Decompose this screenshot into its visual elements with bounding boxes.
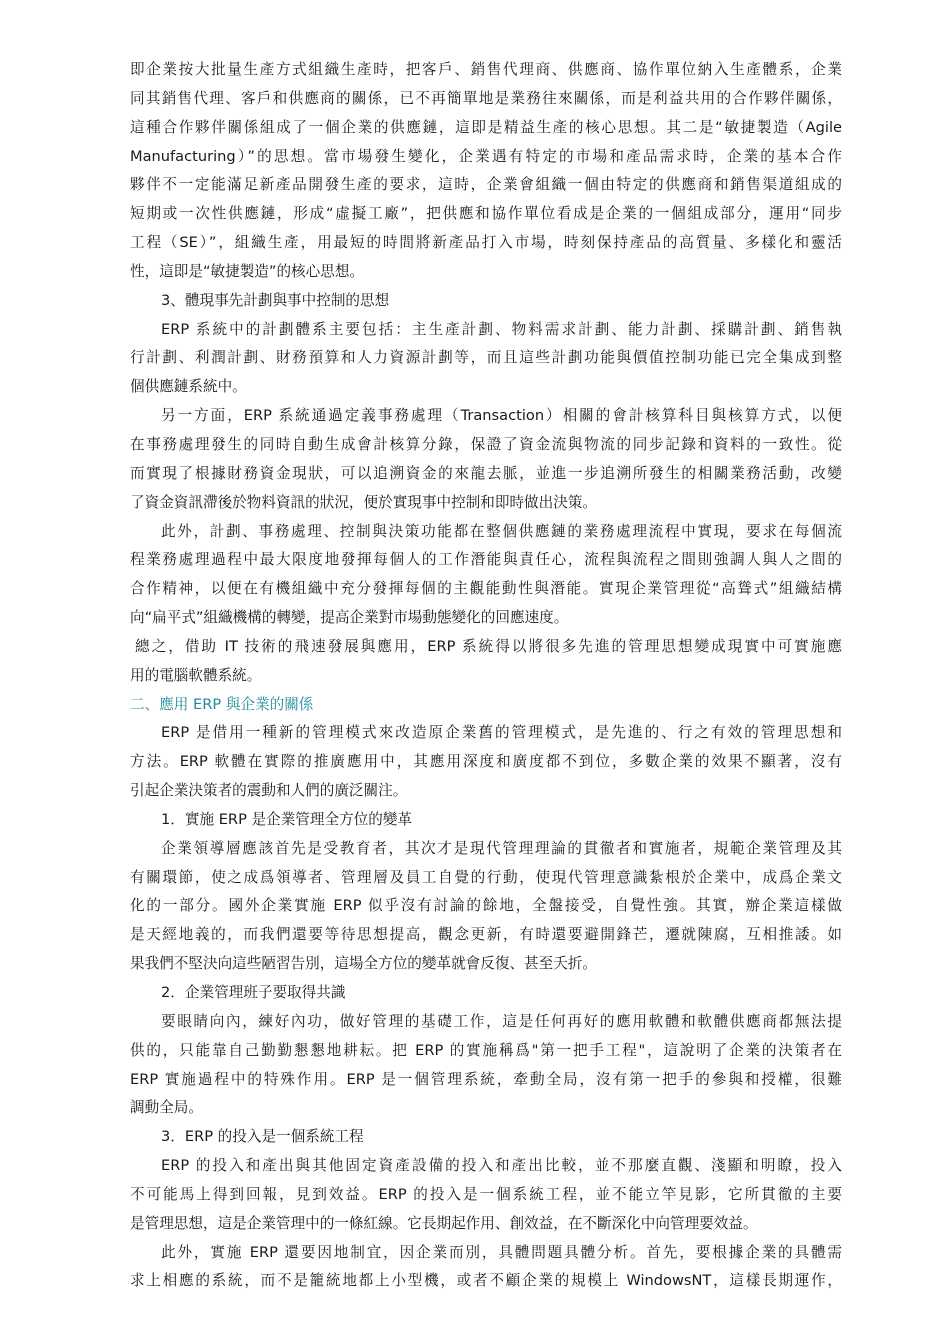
paragraph-line: 同其銷售代理、客戶和供應商的關係，已不再簡單地是業務往來關係，而是利益共用的合作夥伴關係， xyxy=(130,89,842,107)
paragraph-line: 要眼睛向內，練好內功，做好管理的基礎工作，這是任何再好的應用軟體和軟體供應商都無法提 xyxy=(161,1012,842,1030)
paragraph-line: 此外，計劃、事務處理、控制與決策功能都在整個供應鏈的業務處理流程中實現，要求在每個流 xyxy=(161,522,842,540)
paragraph-line: 果我們不堅決向這些陋習告別，這場全方位的變革就會反復、甚至夭折。 xyxy=(130,955,598,973)
paragraph-line: ERP 系統中的計劃體系主要包括：主生產計劃、物料需求計劃、能力計劃、採購計劃、銷售執 xyxy=(161,320,842,338)
paragraph-line: 企業領導層應該首先是受教育者，其次才是現代管理理論的貫徹者和實施者，規範企業管理及其 xyxy=(161,839,842,857)
paragraph-line: 短期或一次性供應鏈，形成“虛擬工廠”，把供應和協作單位看成是企業的一個組成部分，運用“同步 xyxy=(130,205,842,223)
paragraph-line: 是天經地義的，而我們還要等待思想提高，觀念更新，有時還要避開鋒芒，遷就陳腐，互相推諉。如 xyxy=(130,926,842,944)
paragraph-line: 了資金資訊滯後於物料資訊的狀況，便於實現事中控制和即時做出決策。 xyxy=(130,493,598,511)
paragraph-line: 行計劃、利潤計劃、財務預算和人力資源計劃等，而且這些計劃功能與價值控制功能已完全集成到整 xyxy=(130,349,842,367)
section-subheading: 3．ERP 的投入是一個系統工程 xyxy=(161,1128,364,1146)
paragraph-line: 在事務處理發生的同時自動生成會計核算分錄，保證了資金流與物流的同步記錄和資料的一致性。從 xyxy=(130,435,842,453)
paragraph-line: 有關環節，使之成爲領導者、管理層及員工自覺的行動，使現代管理意識紮根於企業中，成爲企業文 xyxy=(130,868,842,886)
paragraph-line: 工程（SE）”，組織生產，用最短的時間將新產品打入市場，時刻保持產品的高質量、多樣化和靈活 xyxy=(130,234,842,252)
paragraph-line: 向“扁平式”組織機構的轉變，提高企業對市場動態變化的回應速度。 xyxy=(130,609,569,627)
paragraph-line: ERP 實施過程中的特殊作用。ERP 是一個管理系統，牽動全局，沒有第一把手的參與和授權，很難 xyxy=(130,1070,842,1088)
section-subheading: 2．企業管理班子要取得共識 xyxy=(161,984,346,1001)
paragraph-line: 這種合作夥伴關係組成了一個企業的供應鏈，這即是精益生產的核心思想。其二是“敏捷製造（Agile xyxy=(130,118,842,136)
paragraph-line: 夥伴不一定能滿足新產品開發生產的要求，這時，企業會組織一個由特定的供應商和銷售渠道組成的 xyxy=(130,176,842,194)
section-subheading: 3、體現事先計劃與事中控制的思想 xyxy=(161,291,390,309)
section-subheading: 1．實施 ERP 是企業管理全方位的變革 xyxy=(161,810,413,828)
paragraph-line: 供的，只能靠自己勤勤懇懇地耕耘。把 ERP 的實施稱爲"第一把手工程"，這說明了企業的決策者在 xyxy=(130,1041,842,1059)
paragraph-line: Manufacturing）”的思想。當市場發生變化，企業遇有特定的市場和產品需求時，企業的基本合作 xyxy=(130,147,842,165)
paragraph-line: 合作精神，以便在有機組織中充分發揮每個的主觀能動性與潛能。實現企業管理從“高聳式”組織結構 xyxy=(130,580,842,598)
section-heading: 二、應用 ERP 與企業的關係 xyxy=(130,695,314,713)
paragraph-line: 是管理思想，這是企業管理中的一條紅線。它長期起作用、創效益，在不斷深化中向管理要效益。 xyxy=(130,1214,758,1232)
paragraph-line: 此外，實施 ERP 還要因地制宜，因企業而別，具體問題具體分析。首先，要根據企業的具體需 xyxy=(161,1243,842,1261)
paragraph-line: 求上相應的系統，而不是籠統地都上小型機，或者不顧企業的規模上 WindowsNT，這樣長期運作， xyxy=(130,1272,842,1290)
paragraph-line: 另一方面，ERP 系統通過定義事務處理（Transaction）相關的會計核算科目與核算方式，以便 xyxy=(161,407,842,425)
paragraph-line: 性，這即是“敏捷製造”的核心思想。 xyxy=(130,262,365,280)
paragraph-line: 用的電腦軟體系統。 xyxy=(130,666,262,684)
paragraph-line: 個供應鏈系統中。 xyxy=(130,378,247,396)
paragraph-line: 不可能馬上得到回報，見到效益。ERP 的投入是一個系統工程，並不能立竿見影，它所貫徹的主要 xyxy=(130,1185,842,1203)
paragraph-line: 即企業按大批量生產方式組織生產時，把客戶、銷售代理商、供應商、協作單位納入生產體系，企業 xyxy=(130,61,842,78)
paragraph-line: 程業務處理過程中最大限度地發揮每個人的工作潛能與責任心，流程與流程之間則強調人與人之間的 xyxy=(130,551,842,569)
paragraph-line: 總之，借助 IT 技術的飛速發展與應用，ERP 系統得以將很多先進的管理思想變成現實中可實施應 xyxy=(135,637,842,655)
document-page xyxy=(130,56,842,1296)
paragraph-line: 方法。ERP 軟體在實際的推廣應用中，其應用深度和廣度都不到位，多數企業的效果不顯著，沒有 xyxy=(130,753,842,771)
paragraph-line: 調動全局。 xyxy=(130,1099,203,1117)
paragraph-line: 引起企業決策者的震動和人們的廣泛關注。 xyxy=(130,782,408,800)
paragraph-line: ERP 的投入和產出與其他固定資產設備的投入和產出比較，並不那麼直觀、淺顯和明瞭，投入 xyxy=(161,1157,842,1175)
paragraph-line: ERP 是借用一種新的管理模式來改造原企業舊的管理模式，是先進的、行之有效的管理思想和 xyxy=(161,724,842,742)
paragraph-line: 而實現了根據財務資金現狀，可以追溯資金的來龍去脈，並進一步追溯所發生的相關業務活動，改變 xyxy=(130,464,842,482)
paragraph-line: 化的一部分。國外企業實施 ERP 似乎沒有討論的餘地，全盤接受，自覺性強。其實，辦企業這樣做 xyxy=(130,897,842,915)
